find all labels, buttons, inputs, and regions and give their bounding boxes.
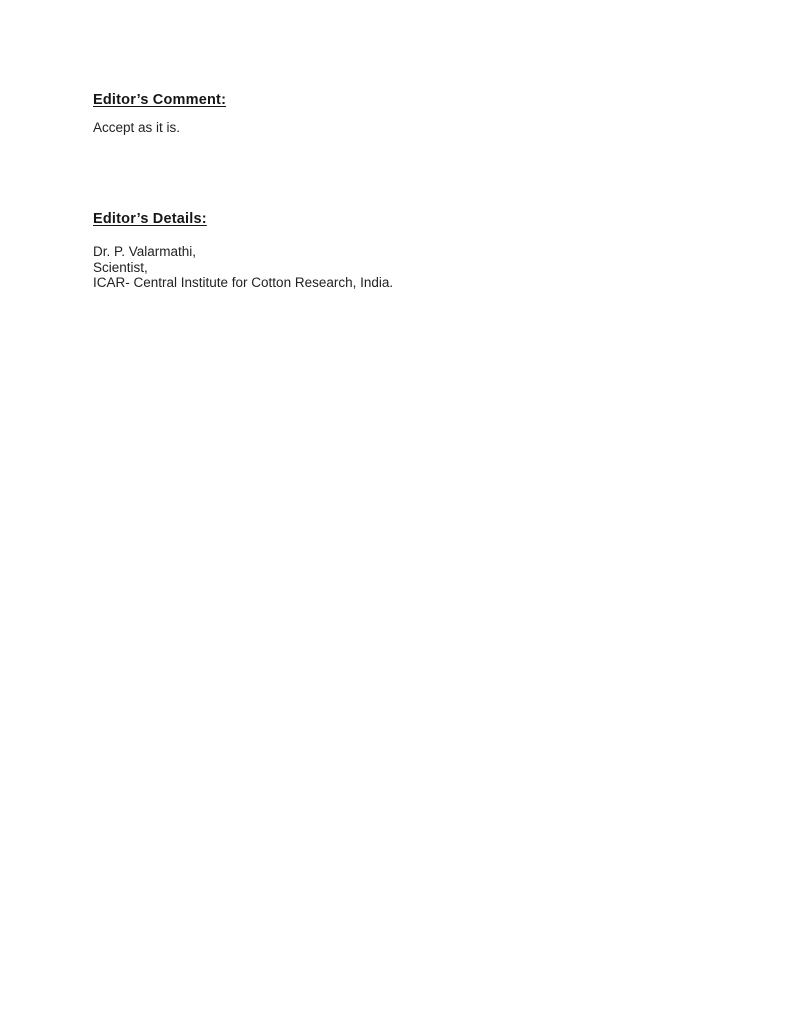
editor-name-line: Dr. P. Valarmathi, [93,244,197,259]
editors-details-heading: Editor’s Details: [93,211,207,227]
editors-details-block [93,244,393,291]
editors-comment-heading: Editor’s Comment: [93,92,227,108]
editors-comment-body: Accept as it is. [93,120,181,135]
editor-affiliation-line: ICAR- Central Institute for Cotton Research, India. [93,275,394,290]
editor-title-line: Scientist, [93,259,148,275]
